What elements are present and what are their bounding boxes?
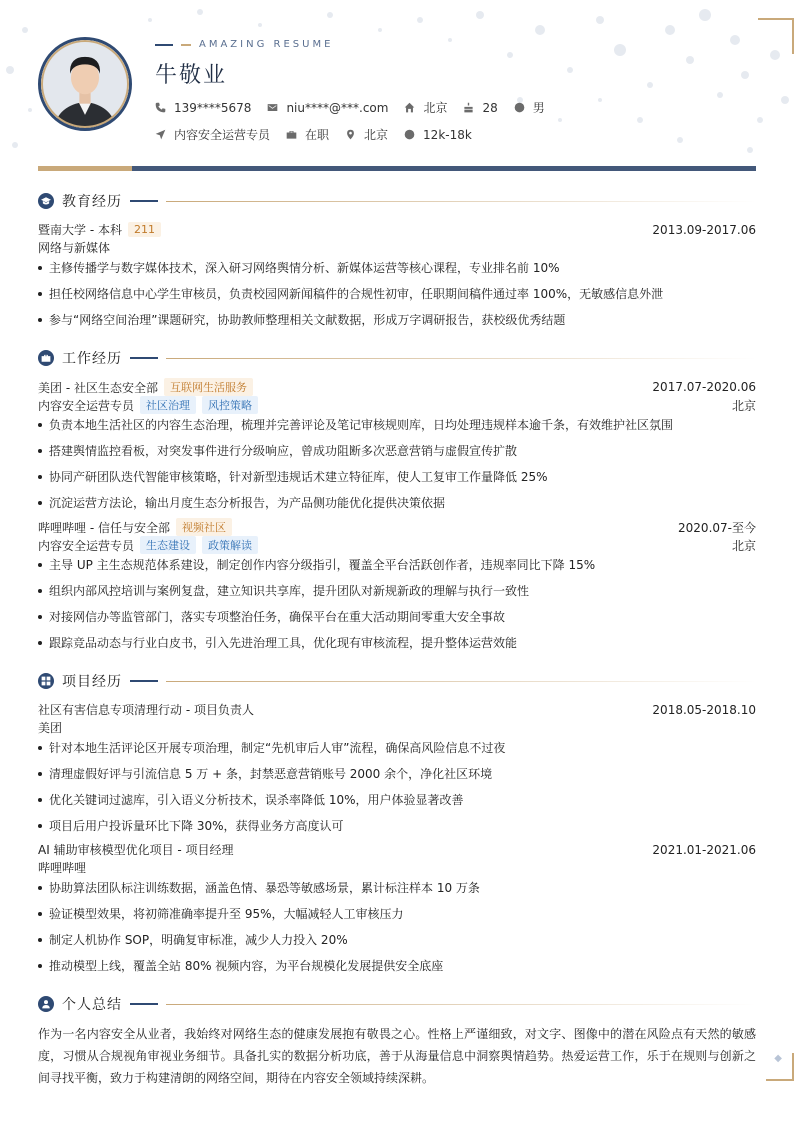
job-role: 内容安全运营专员 [38, 538, 135, 553]
list-item: 制定人机协作 SOP，明确复审标准，减少人力投入 20% [38, 931, 756, 948]
list-item: 主修传播学与数字媒体技术，深入研习网络舆情分析、新媒体运营等核心课程，专业排名前 10% [38, 259, 756, 276]
job-header-row [38, 378, 756, 396]
salary-text: 12k-18k [423, 127, 472, 142]
job-period: 2017.07-2020.06 [652, 380, 756, 394]
skill-tag: 生态建设 [140, 536, 196, 554]
project-period: 2018.05-2018.10 [652, 702, 756, 717]
project-org-row [38, 719, 756, 736]
position-info [155, 126, 270, 143]
education-header-row [38, 221, 756, 238]
job-location: 北京 [731, 538, 756, 553]
list-item: 对接网信办等监管部门，落实专项整治任务，确保平台在重大活动期间零重大安全事故 [38, 608, 756, 625]
send-icon [155, 129, 166, 140]
education-period: 2013.09-2017.06 [652, 222, 756, 237]
list-item: 验证模型效果，将初筛准确率提升至 95%，大幅减轻人工审核压力 [38, 905, 756, 922]
avatar [38, 37, 132, 131]
diamond-ornament-icon: ◆ [774, 1053, 782, 1064]
list-item: 沉淀运营方法论，输出月度生态分析报告，为产品侧功能优化提供决策依据 [38, 494, 756, 511]
school-tag: 211 [128, 222, 161, 237]
project-org-row [38, 859, 756, 876]
major: 网络与新媒体 [38, 241, 111, 255]
company-name: 哔哩哔哩 - 信任与安全部 [38, 520, 170, 535]
job-role-row [38, 396, 756, 414]
list-item: 担任校网络信息中心学生审核员，负责校园网新闻稿件的合规性初审，任职期间稿件通过率 100%，无敏感信息外泄 [38, 285, 756, 302]
skill-tag: 社区治理 [140, 396, 196, 414]
company-name: 美团 - 社区生态安全部 [38, 380, 158, 395]
gender-text: 男 [532, 101, 545, 115]
location-pin-icon [345, 129, 356, 140]
list-item: 针对本地生活评论区开展专项治理，制定“先机审后人审”流程，确保高风险信息不过夜 [38, 739, 756, 756]
section-work [38, 348, 756, 368]
target-city-info [345, 126, 388, 143]
project-org: 哔哩哔哩 [38, 861, 87, 875]
list-item: 负责本地生活社区的内容生态治理，梳理并完善评论及笔记审核规则库，日均处理违规样本逾千条，有效维护社区氛围 [38, 416, 756, 433]
job-role-row [38, 536, 756, 554]
section-projects [38, 671, 756, 691]
user-face-icon [514, 102, 525, 113]
job-location: 北京 [731, 398, 756, 413]
list-item: 协同产研团队迭代智能审核策略，针对新型违规话术建立特征库，使人工复审工作量降低 25% [38, 468, 756, 485]
phone-text: 139****5678 [174, 100, 252, 115]
project-name: AI 辅助审核模型优化项目 - 项目经理 [38, 843, 234, 857]
phone-icon [155, 102, 166, 113]
gender-info [514, 99, 545, 116]
age-text: 28 [482, 100, 498, 115]
resume-tagline [155, 39, 333, 50]
industry-tag: 视频社区 [176, 518, 232, 536]
money-icon [404, 129, 415, 140]
list-item: 项目后用户投诉量环比下降 30%，获得业务方高度认可 [38, 817, 756, 834]
age-info [463, 101, 497, 115]
tagline-text: AMAZING RESUME [199, 39, 334, 50]
project-header-row [38, 701, 756, 718]
school-name: 暨南大学 - 本科 [38, 223, 122, 237]
email-text: niu****@***.com [286, 100, 389, 115]
job-period: 2020.07-至今 [678, 520, 756, 535]
resume-header [0, 0, 794, 172]
job-intent-row [155, 126, 488, 143]
list-item: 搭建舆情监控看板，对突发事件进行分级响应，曾成功阻断多次恶意营销与虚假宣传扩散 [38, 442, 756, 459]
email-info [267, 101, 388, 115]
status-info [286, 126, 329, 143]
target-city-text: 北京 [364, 128, 389, 142]
user-icon [38, 996, 54, 1012]
list-item: 优化关键词过滤库，引入语义分析技术，误杀率降低 10%，用户体验显著改善 [38, 791, 756, 808]
section-title-projects: 项目经历 [62, 674, 122, 690]
project-period: 2021.01-2021.06 [652, 842, 756, 857]
project-name: 社区有害信息专项清理行动 - 项目负责人 [38, 703, 254, 717]
header-divider-navy [132, 166, 756, 171]
city-info [404, 99, 447, 116]
skill-tag: 风控策略 [202, 396, 258, 414]
project-header-row [38, 841, 756, 858]
briefcase-icon [38, 350, 54, 366]
position-text: 内容安全运营专员 [174, 128, 271, 142]
list-item: 组织内部风控培训与案例复盘，建立知识共享库，提升团队对新规新政的理解与执行一致性 [38, 582, 756, 599]
list-item: 协助算法团队标注训练数据，涵盖色情、暴恐等敏感场景，累计标注样本 10 万条 [38, 879, 756, 896]
section-title-summary: 个人总结 [62, 997, 122, 1013]
list-item: 参与“网络空间治理”课题研究，协助教师整理相关文献数据，形成万字调研报告，获校级优秀结题 [38, 311, 756, 328]
skill-tag: 政策解读 [202, 536, 258, 554]
section-title-education: 教育经历 [62, 194, 122, 210]
project-org: 美团 [38, 721, 63, 735]
home-icon [404, 102, 415, 113]
list-item: 推动模型上线，覆盖全站 80% 视频内容，为平台规模化发展提供安全底座 [38, 957, 756, 974]
grid-icon [38, 673, 54, 689]
cake-icon [463, 102, 474, 113]
list-item: 清理虚假好评与引流信息 5 万 + 条，封禁恶意营销账号 2000 余个，净化社区环境 [38, 765, 756, 782]
industry-tag: 互联网生活服务 [164, 378, 253, 396]
section-title-work: 工作经历 [62, 351, 122, 367]
education-major-row [38, 239, 756, 256]
status-text: 在职 [305, 128, 330, 142]
phone-info [155, 101, 251, 115]
list-item: 跟踪竞品动态与行业白皮书，引入先进治理工具，优化现有审核流程，提升整体运营效能 [38, 634, 756, 651]
salary-info [404, 128, 472, 142]
city-text: 北京 [423, 101, 448, 115]
graduation-cap-icon [38, 193, 54, 209]
section-education [38, 191, 756, 211]
summary-text: 作为一名内容安全从业者，我始终对网络生态的健康发展抱有敬畏之心。性格上严谨细致，对文字、图像中的潜在风险点有天然的敏感度，习惯从合规视角审视业务细节。具备扎实的数据分析功底，善于从海量信息中洞察舆情趋势。热爱运营工作，乐于在规则与创新之间寻找平衡，致力于构建清朗的网络空间，期待在内容安全领域持续深耕。 [38, 1027, 756, 1085]
header-divider-gold [38, 166, 132, 171]
email-icon [267, 102, 278, 113]
candidate-name: 牛敬业 [155, 63, 228, 88]
section-summary [38, 994, 756, 1014]
job-role: 内容安全运营专员 [38, 398, 135, 413]
list-item: 主导 UP 主生态规范体系建设，制定创作内容分级指引，覆盖全平台活跃创作者，违规率同比下降 15% [38, 556, 756, 573]
contact-info-row [155, 99, 561, 116]
job-header-row [38, 518, 756, 536]
briefcase-icon [286, 129, 297, 140]
